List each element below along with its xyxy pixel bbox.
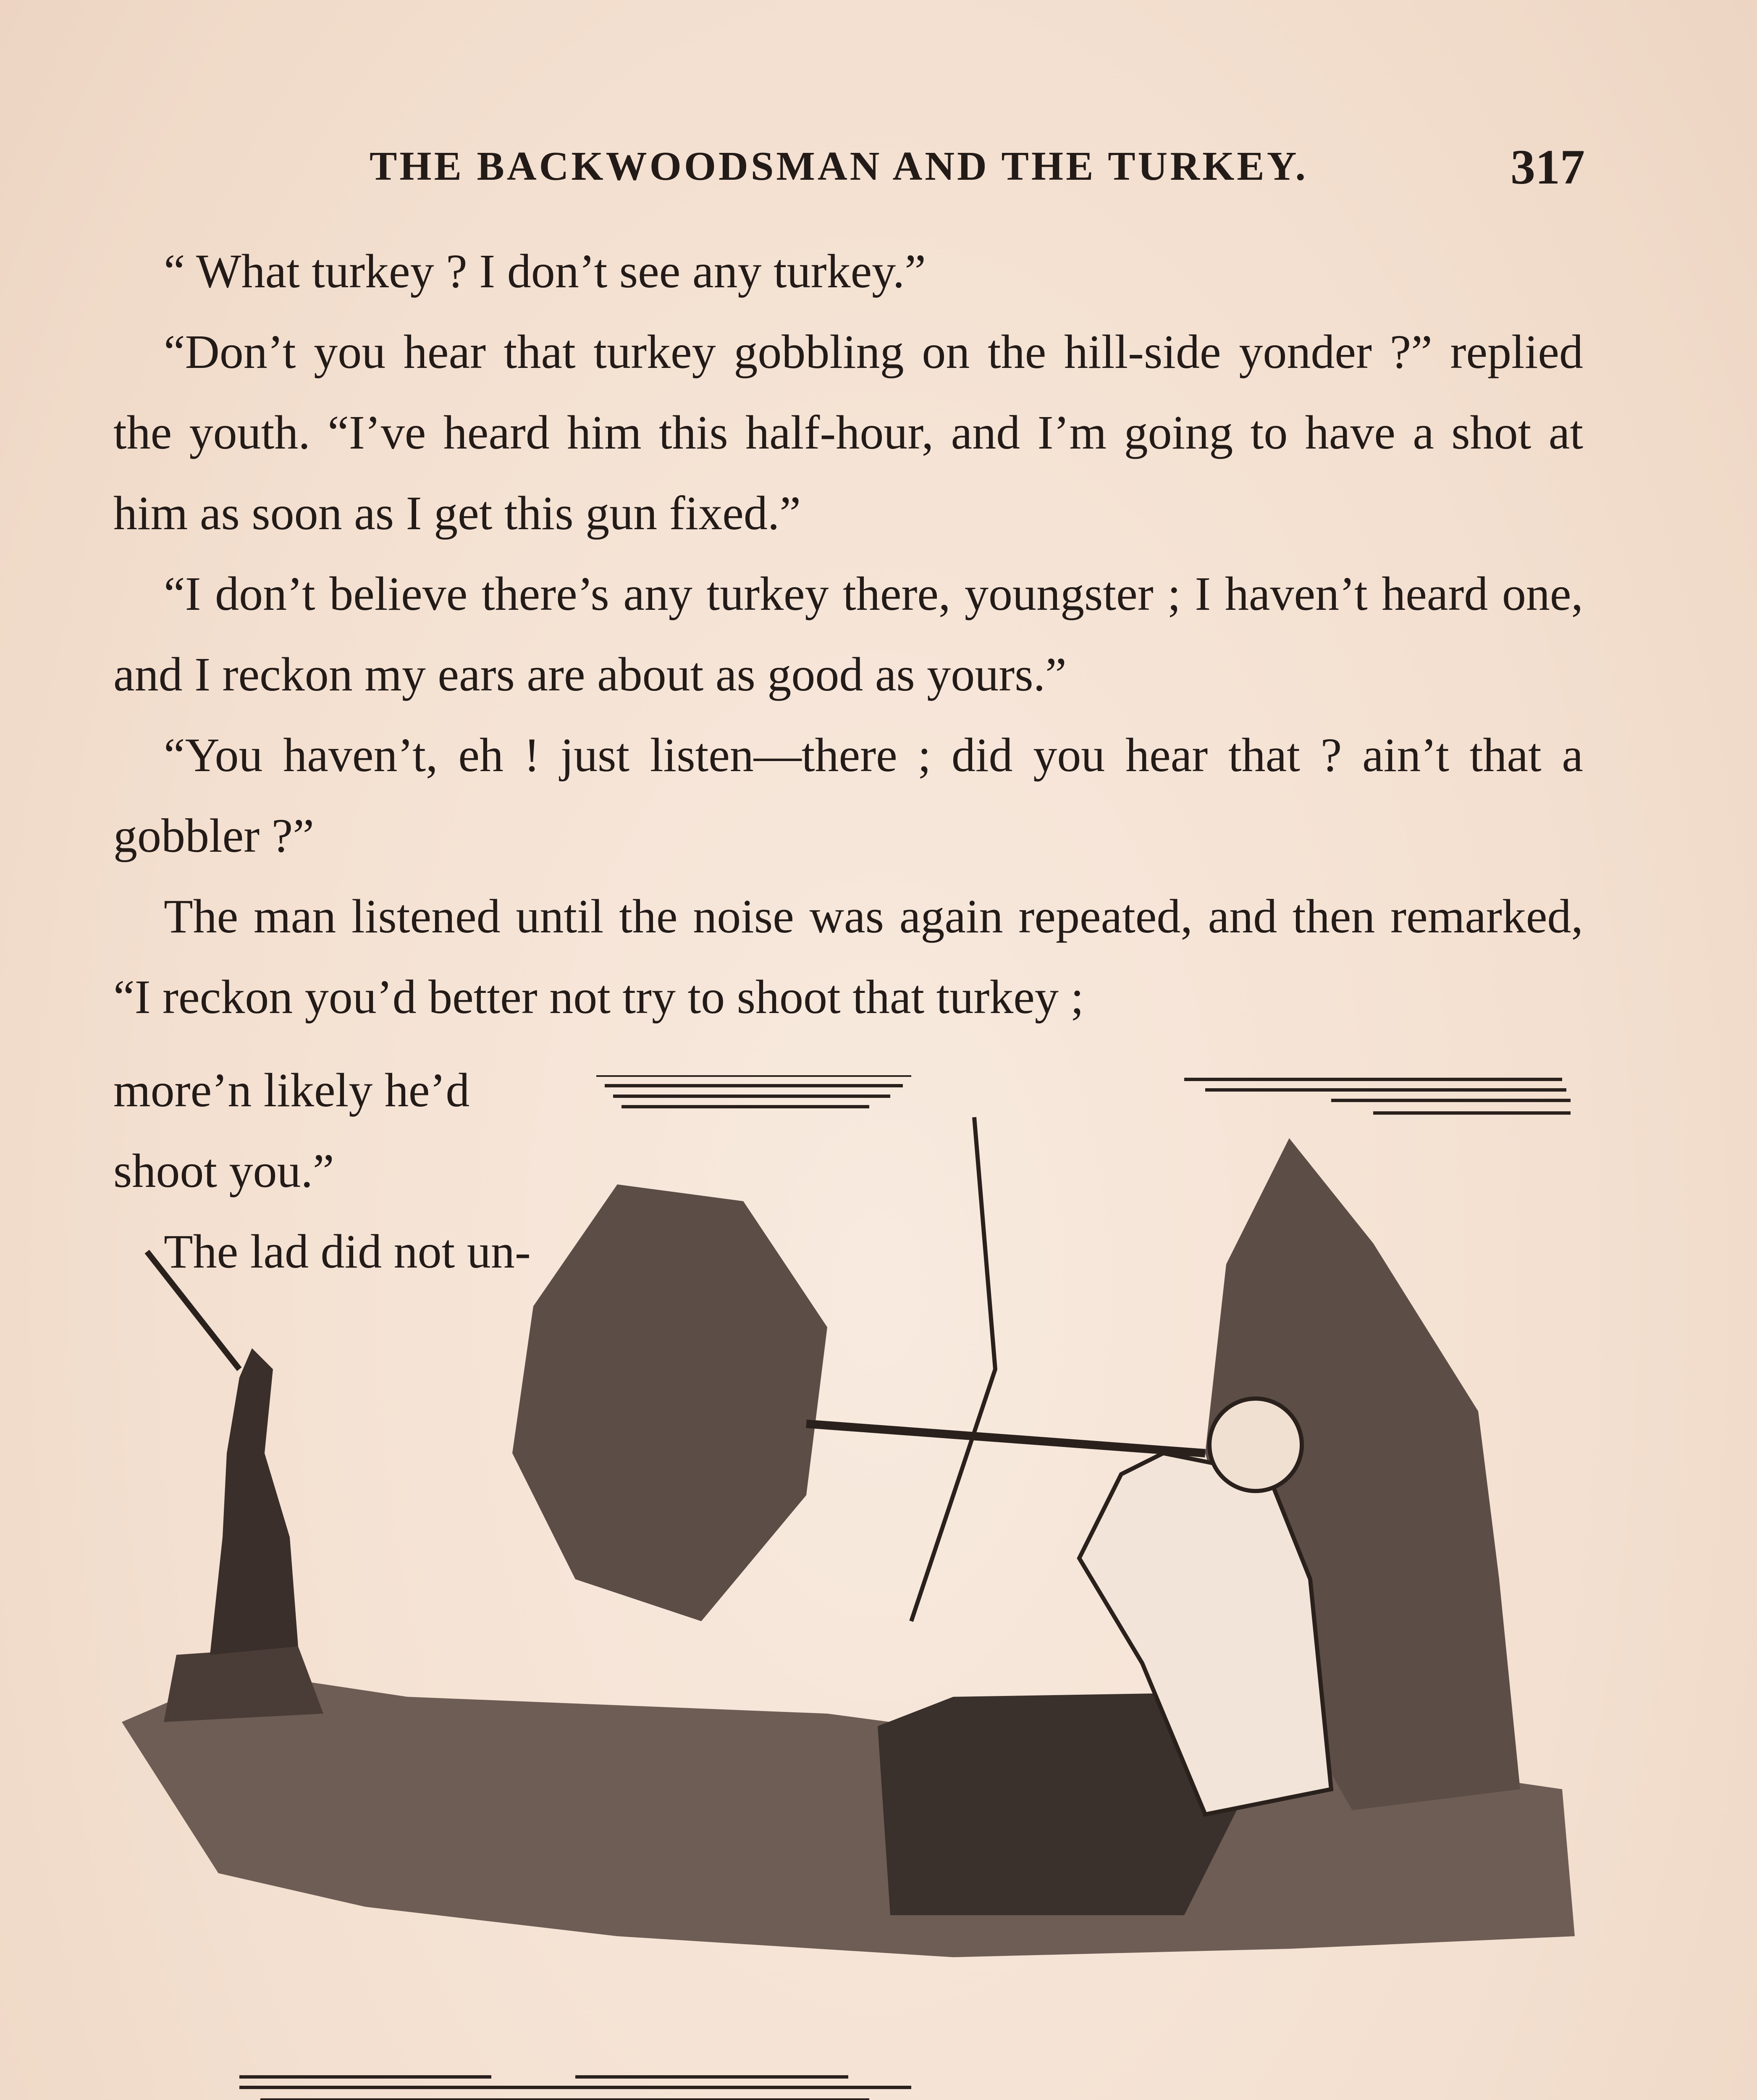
fern-stem xyxy=(911,1117,995,1621)
wrap-line-3: The lad did not un- xyxy=(164,1225,531,1278)
wrap-line-1: more’n likely he’d xyxy=(113,1063,470,1117)
paragraph-1: “ What turkey ? I don’t see any turkey.” xyxy=(164,244,926,298)
page-number: 317 xyxy=(1510,139,1585,194)
hunter-head xyxy=(1209,1399,1302,1491)
indian-figure xyxy=(210,1348,298,1655)
indian-rifle xyxy=(147,1252,239,1369)
speed-lines-top xyxy=(596,1075,1571,1113)
running-head: THE BACKWOODSMAN AND THE TURKEY. xyxy=(370,144,1308,189)
paragraph-5: The man listened until the noise was again repeated, and then remarked, “I reckon you’d better not try to shoot that turkey ; xyxy=(113,890,1583,1024)
hunter-illustration xyxy=(113,1075,1583,2100)
body-text-top xyxy=(113,231,1583,1037)
tree-left xyxy=(512,1184,827,1621)
hunter-rifle xyxy=(806,1424,1205,1453)
stump xyxy=(164,1646,323,1722)
paragraph-2: “Don’t you hear that turkey gobbling on the hill-side yonder ?” replied the youth. “I’ve heard him this half-hour, and I’m going to have a shot at him as soon as I get this gun fixed.” xyxy=(113,325,1583,540)
page-header xyxy=(113,134,1585,202)
paragraph-4: “You haven’t, eh ! just listen—there ; did you hear that ? ain’t that a gobbler ?” xyxy=(113,728,1583,862)
paragraph-3: “I don’t believe there’s any turkey there, youngster ; I haven’t heard one, and I reckon my ears are about as good as yours.” xyxy=(113,567,1583,701)
speed-lines-bottom xyxy=(239,2077,911,2100)
wrap-line-2: shoot you.” xyxy=(113,1144,334,1197)
